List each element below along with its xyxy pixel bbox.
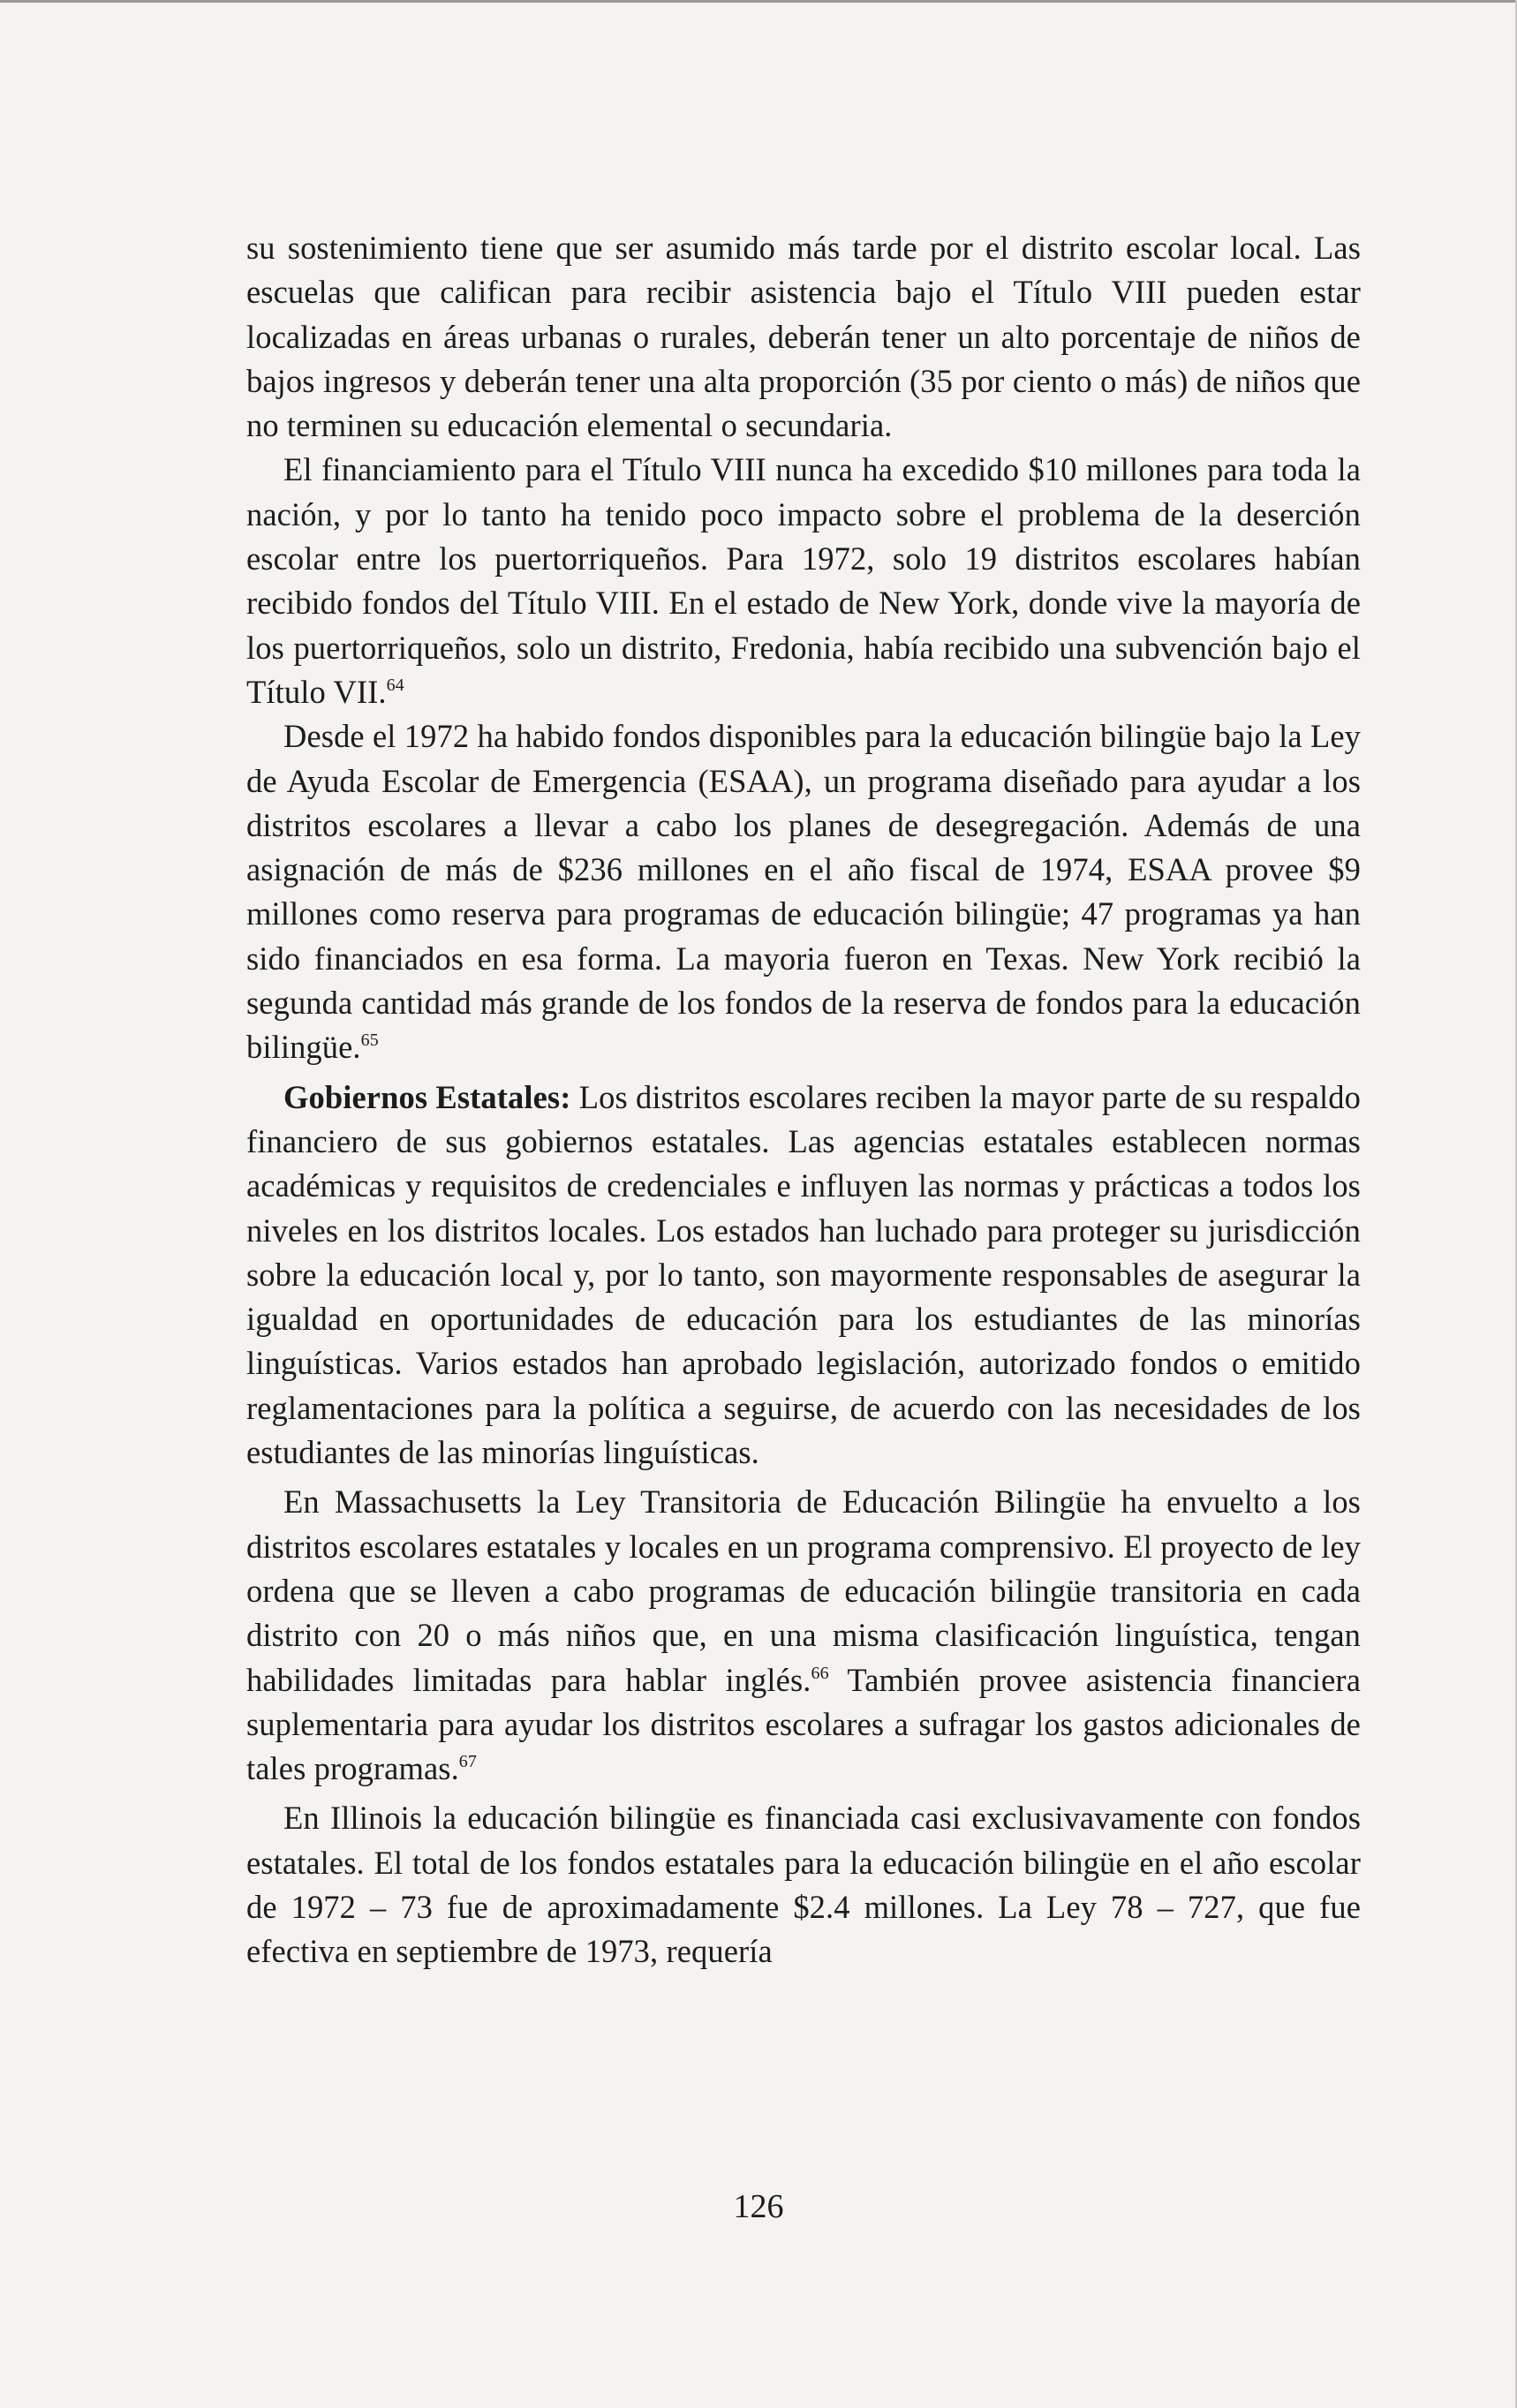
- paragraph-3-text: Desde el 1972 ha habido fondos disponibles para la educación bilingüe bajo la Ley de Ayuda Escolar de Emergencia (ESAA), un programa diseñado para ayudar a los distritos escolares a llevar a cabo los planes de desegregación. Además de una asignación de más de $236 millones en el año fiscal de 1974, ESAA provee $9 millones como reserva para programas de educación bilingüe; 47 programas ya han sido financiados en esa forma. La mayoria fueron en Texas. New York recibió la segunda cantidad más grande de los fondos de la reserva de fondos para la educación bilingüe.: [246, 718, 1361, 1066]
- paragraph-2: [246, 448, 1361, 714]
- paragraph-1: [246, 226, 1361, 448]
- paragraph-4: [246, 1076, 1361, 1476]
- footnote-ref-66: 66: [811, 1663, 829, 1683]
- paragraph-6: [246, 1796, 1361, 1974]
- top-scan-edge: [0, 0, 1517, 3]
- paragraph-5-text-cont: También provee asistencia financiera suplementaria para ayudar los distritos escolares a sufragar los gastos adicionales de tales programas.: [246, 1661, 1361, 1787]
- page-number: 126: [733, 2188, 784, 2225]
- paragraph-1-text: su sostenimiento tiene que ser asumido más tarde por el distrito escolar local. Las escuelas que califican para recibir asistencia bajo el Título VIII pueden estar localizadas en áreas urbanas o rurales, deberán tener un alto porcentaje de niños de bajos ingresos y deberán tener una alta proporción (35 por ciento o más) de niños que no terminen su educación elemental o secundaria.: [246, 230, 1361, 444]
- footnote-ref-67: 67: [458, 1752, 477, 1772]
- paragraph-5: [246, 1480, 1361, 1791]
- body-text: [246, 226, 1361, 1974]
- paragraph-2-text: El financiamiento para el Título VIII nunca ha excedido $10 millones para toda la nación, y por lo tanto ha tenido poco impacto sobre el problema de la deserción escolar entre los puertorriqueños. Para 1972, solo 19 distritos escolares habían recibido fondos del Título VIII. En el estado de New York, donde vive la mayoría de los puertorriqueños, solo un distrito, Fredonia, había recibido una subvención bajo el Título VII.: [246, 451, 1361, 710]
- paragraph-5-text: En Massachusetts la Ley Transitoria de Educación Bilingüe ha envuelto a los distritos escolares estatales y locales en un programa comprensivo. El proyecto de ley ordena que se lleven a cabo programas de educación bilingüe transitoria en cada distrito con 20 o más niños que, en una misma clasificación linguística, tengan habilidades limitadas para hablar inglés.: [246, 1483, 1361, 1698]
- footnote-ref-65: 65: [360, 1030, 379, 1051]
- paragraph-4-text: Los distritos escolares reciben la mayor parte de su respaldo financiero de sus gobiernos estatales. Las agencias estatales establecen normas académicas y requisitos de credenciales e influyen las normas y prácticas a todos los niveles en los distritos locales. Los estados han luchado para proteger su jurisdicción sobre la educación local y, por lo tanto, son mayormente responsables de asegurar la igualdad en oportunidades de educación para los estudiantes de las minorías linguísticas. Varios estados han aprobado legislación, autorizado fondos o emitido reglamentaciones para la política a seguirse, de acuerdo con las necesidades de los estudiantes de las minorías linguísticas.: [246, 1078, 1361, 1471]
- paragraph-6-text: En Illinois la educación bilingüe es financiada casi exclusivavamente con fondos estatales. El total de los fondos estatales para la educación bilingüe en el año escolar de 1972 – 73 fue de aproximadamente $2.4 millones. La Ley 78 – 727, que fue efectiva en septiembre de 1973, requería: [246, 1800, 1361, 1970]
- paragraph-3: [246, 714, 1361, 1069]
- section-heading: Gobiernos Estatales:: [283, 1078, 571, 1115]
- footnote-ref-64: 64: [386, 675, 404, 695]
